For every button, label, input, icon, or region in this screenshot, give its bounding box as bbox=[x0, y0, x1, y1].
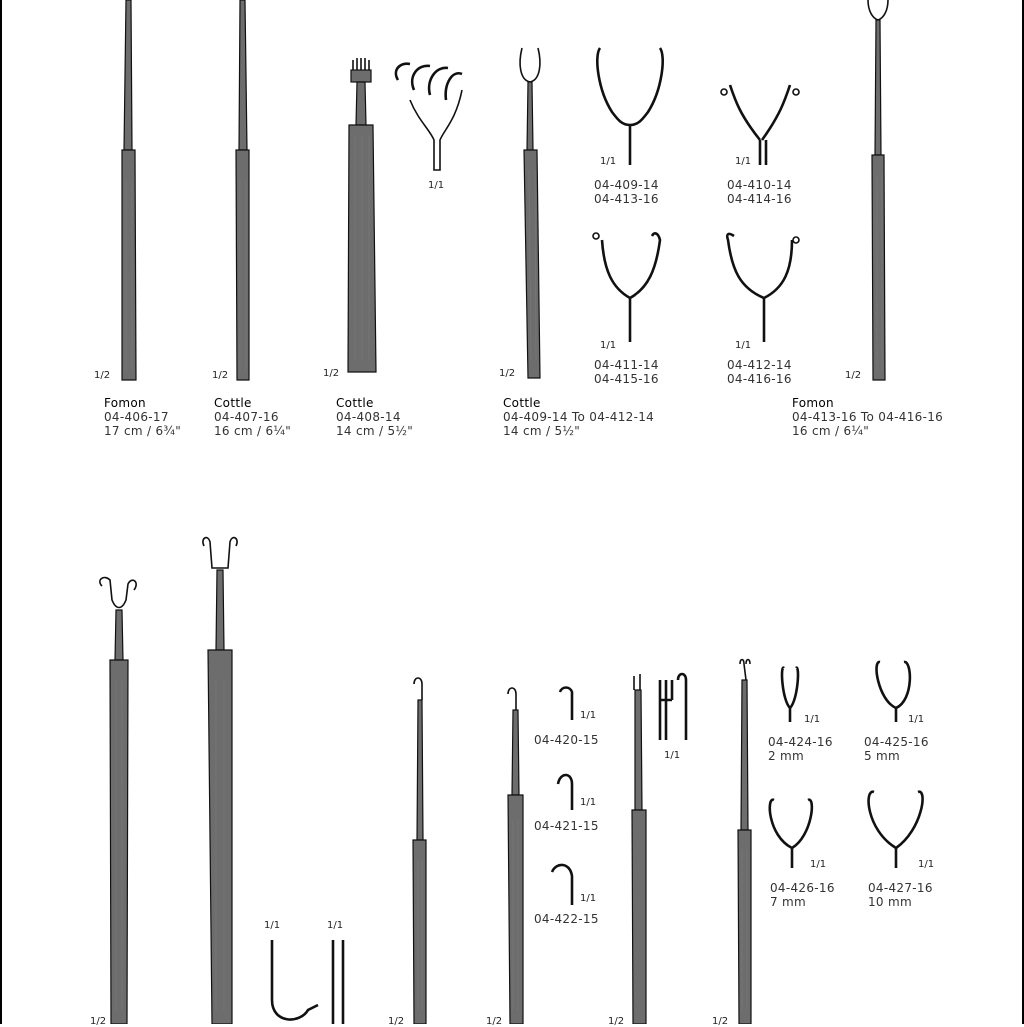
tip-caption bbox=[727, 178, 792, 206]
instrument-name: Cottle bbox=[336, 396, 374, 410]
scale-label: 1/2 bbox=[499, 368, 516, 379]
scale-label: 1/2 bbox=[323, 368, 340, 379]
fork-size: 7 mm bbox=[770, 895, 807, 909]
tip-caption bbox=[594, 358, 659, 386]
tip-detail-04-411-14 bbox=[593, 233, 660, 342]
fork-code: 04-425-16 bbox=[864, 735, 929, 749]
scale-label: 1/2 bbox=[608, 1016, 625, 1027]
fork-detail-04-425-16 bbox=[877, 662, 910, 722]
instrument-cottle-04-409-14 bbox=[520, 48, 540, 378]
tip-code: 04-415-16 bbox=[594, 372, 659, 386]
instrument-label bbox=[336, 396, 413, 438]
instrument-code: 04-406-17 bbox=[104, 410, 169, 424]
scale-label: 1/2 bbox=[94, 370, 111, 381]
instrument-size: 16 cm / 6¼" bbox=[214, 424, 292, 438]
tip-caption bbox=[727, 358, 792, 386]
scale-label: 1/2 bbox=[712, 1016, 729, 1027]
instrument-name: Fomon bbox=[792, 396, 834, 410]
instrument-double-ended-a bbox=[100, 578, 136, 1024]
fork-caption bbox=[768, 735, 833, 763]
hook-caption: 04-420-15 bbox=[534, 733, 599, 747]
hook-detail-04-421-15 bbox=[558, 775, 572, 810]
fork-size: 5 mm bbox=[864, 749, 901, 763]
tip-code: 04-413-16 bbox=[594, 192, 659, 206]
scale-label: 1/1 bbox=[600, 340, 617, 351]
tip-code: 04-410-14 bbox=[727, 178, 792, 192]
instrument-single-hook bbox=[413, 678, 426, 1024]
tip-detail-04-412-14 bbox=[727, 234, 799, 342]
scale-label: 1/2 bbox=[90, 1016, 107, 1027]
instrument-label bbox=[214, 396, 291, 438]
tip-code: 04-414-16 bbox=[727, 192, 792, 206]
fork-size: 10 mm bbox=[868, 895, 912, 909]
scale-label: 1/1 bbox=[735, 340, 752, 351]
skin-hook-detail bbox=[660, 674, 686, 740]
rake-tip-detail bbox=[396, 64, 462, 170]
instrument-size: 14 cm / 5½" bbox=[503, 424, 581, 438]
instrument-skin-hook bbox=[632, 674, 646, 1024]
fork-caption bbox=[868, 881, 933, 909]
instrument-label bbox=[104, 396, 181, 438]
instrument-name: Cottle bbox=[503, 396, 541, 410]
hook-detail-04-420-15 bbox=[560, 688, 572, 721]
fork-code: 04-427-16 bbox=[868, 881, 933, 895]
fork-caption bbox=[864, 735, 929, 763]
instrument-fomon-04-406-17 bbox=[122, 0, 136, 380]
scale-label: 1/1 bbox=[327, 920, 344, 931]
hook-caption: 04-421-15 bbox=[534, 819, 599, 833]
instrument-code: 04-408-14 bbox=[336, 410, 401, 424]
scale-label: 1/1 bbox=[264, 920, 281, 931]
scale-label: 1/1 bbox=[810, 859, 827, 870]
instrument-label bbox=[503, 396, 654, 438]
scale-label: 1/2 bbox=[845, 370, 862, 381]
scale-label: 1/1 bbox=[580, 893, 597, 904]
tip-detail-04-409-14 bbox=[597, 48, 662, 165]
instrument-size: 14 cm / 5½" bbox=[336, 424, 414, 438]
scale-label: 1/1 bbox=[908, 714, 925, 725]
instrument-double-ended-b bbox=[203, 538, 237, 1024]
instrument-size: 17 cm / 6¾" bbox=[104, 424, 182, 438]
scale-label: 1/2 bbox=[486, 1016, 503, 1027]
instrument-size: 16 cm / 6¼" bbox=[792, 424, 870, 438]
tip-detail-04-410-14 bbox=[721, 85, 799, 165]
scale-label: 1/1 bbox=[580, 710, 597, 721]
scale-label: 1/1 bbox=[580, 797, 597, 808]
fork-caption bbox=[770, 881, 835, 909]
tip-code: 04-412-14 bbox=[727, 358, 792, 372]
tip-caption bbox=[594, 178, 659, 206]
instrument-cottle-04-408-14 bbox=[348, 58, 376, 372]
fork-code: 04-424-16 bbox=[768, 735, 833, 749]
instrument-fomon-04-413-16 bbox=[868, 0, 888, 380]
fork-size: 2 mm bbox=[768, 749, 805, 763]
scale-label: 1/2 bbox=[388, 1016, 405, 1027]
fork-detail-04-424-16 bbox=[782, 668, 798, 722]
instrument-code: 04-407-16 bbox=[214, 410, 279, 424]
instrument-name: Cottle bbox=[214, 396, 252, 410]
scale-label: 1/1 bbox=[918, 859, 935, 870]
hook-detail-04-422-15 bbox=[552, 865, 572, 905]
instrument-code: 04-409-14 To 04-412-14 bbox=[503, 410, 655, 424]
instrument-hook-04-420-series bbox=[508, 688, 523, 1024]
fork-detail-04-427-16 bbox=[869, 792, 923, 868]
fork-code: 04-426-16 bbox=[770, 881, 835, 895]
tip-code: 04-416-16 bbox=[727, 372, 792, 386]
scale-label: 1/1 bbox=[804, 714, 821, 725]
scale-label: 1/1 bbox=[428, 180, 445, 191]
instrument-label bbox=[792, 396, 943, 438]
scale-label: 1/1 bbox=[735, 156, 752, 167]
tip-code: 04-411-14 bbox=[594, 358, 659, 372]
end-detail-straight bbox=[333, 940, 343, 1024]
instrument-code: 04-413-16 To 04-416-16 bbox=[792, 410, 944, 424]
tip-code: 04-409-14 bbox=[594, 178, 659, 192]
scale-label: 1/1 bbox=[664, 750, 681, 761]
fork-detail-04-426-16 bbox=[770, 800, 812, 868]
instrument-fork-hook bbox=[738, 660, 751, 1025]
scale-label: 1/2 bbox=[212, 370, 229, 381]
instrument-cottle-04-407-16 bbox=[236, 0, 249, 380]
hook-caption: 04-422-15 bbox=[534, 912, 599, 926]
end-detail-u bbox=[272, 940, 318, 1019]
instrument-name: Fomon bbox=[104, 396, 146, 410]
scale-label: 1/1 bbox=[600, 156, 617, 167]
